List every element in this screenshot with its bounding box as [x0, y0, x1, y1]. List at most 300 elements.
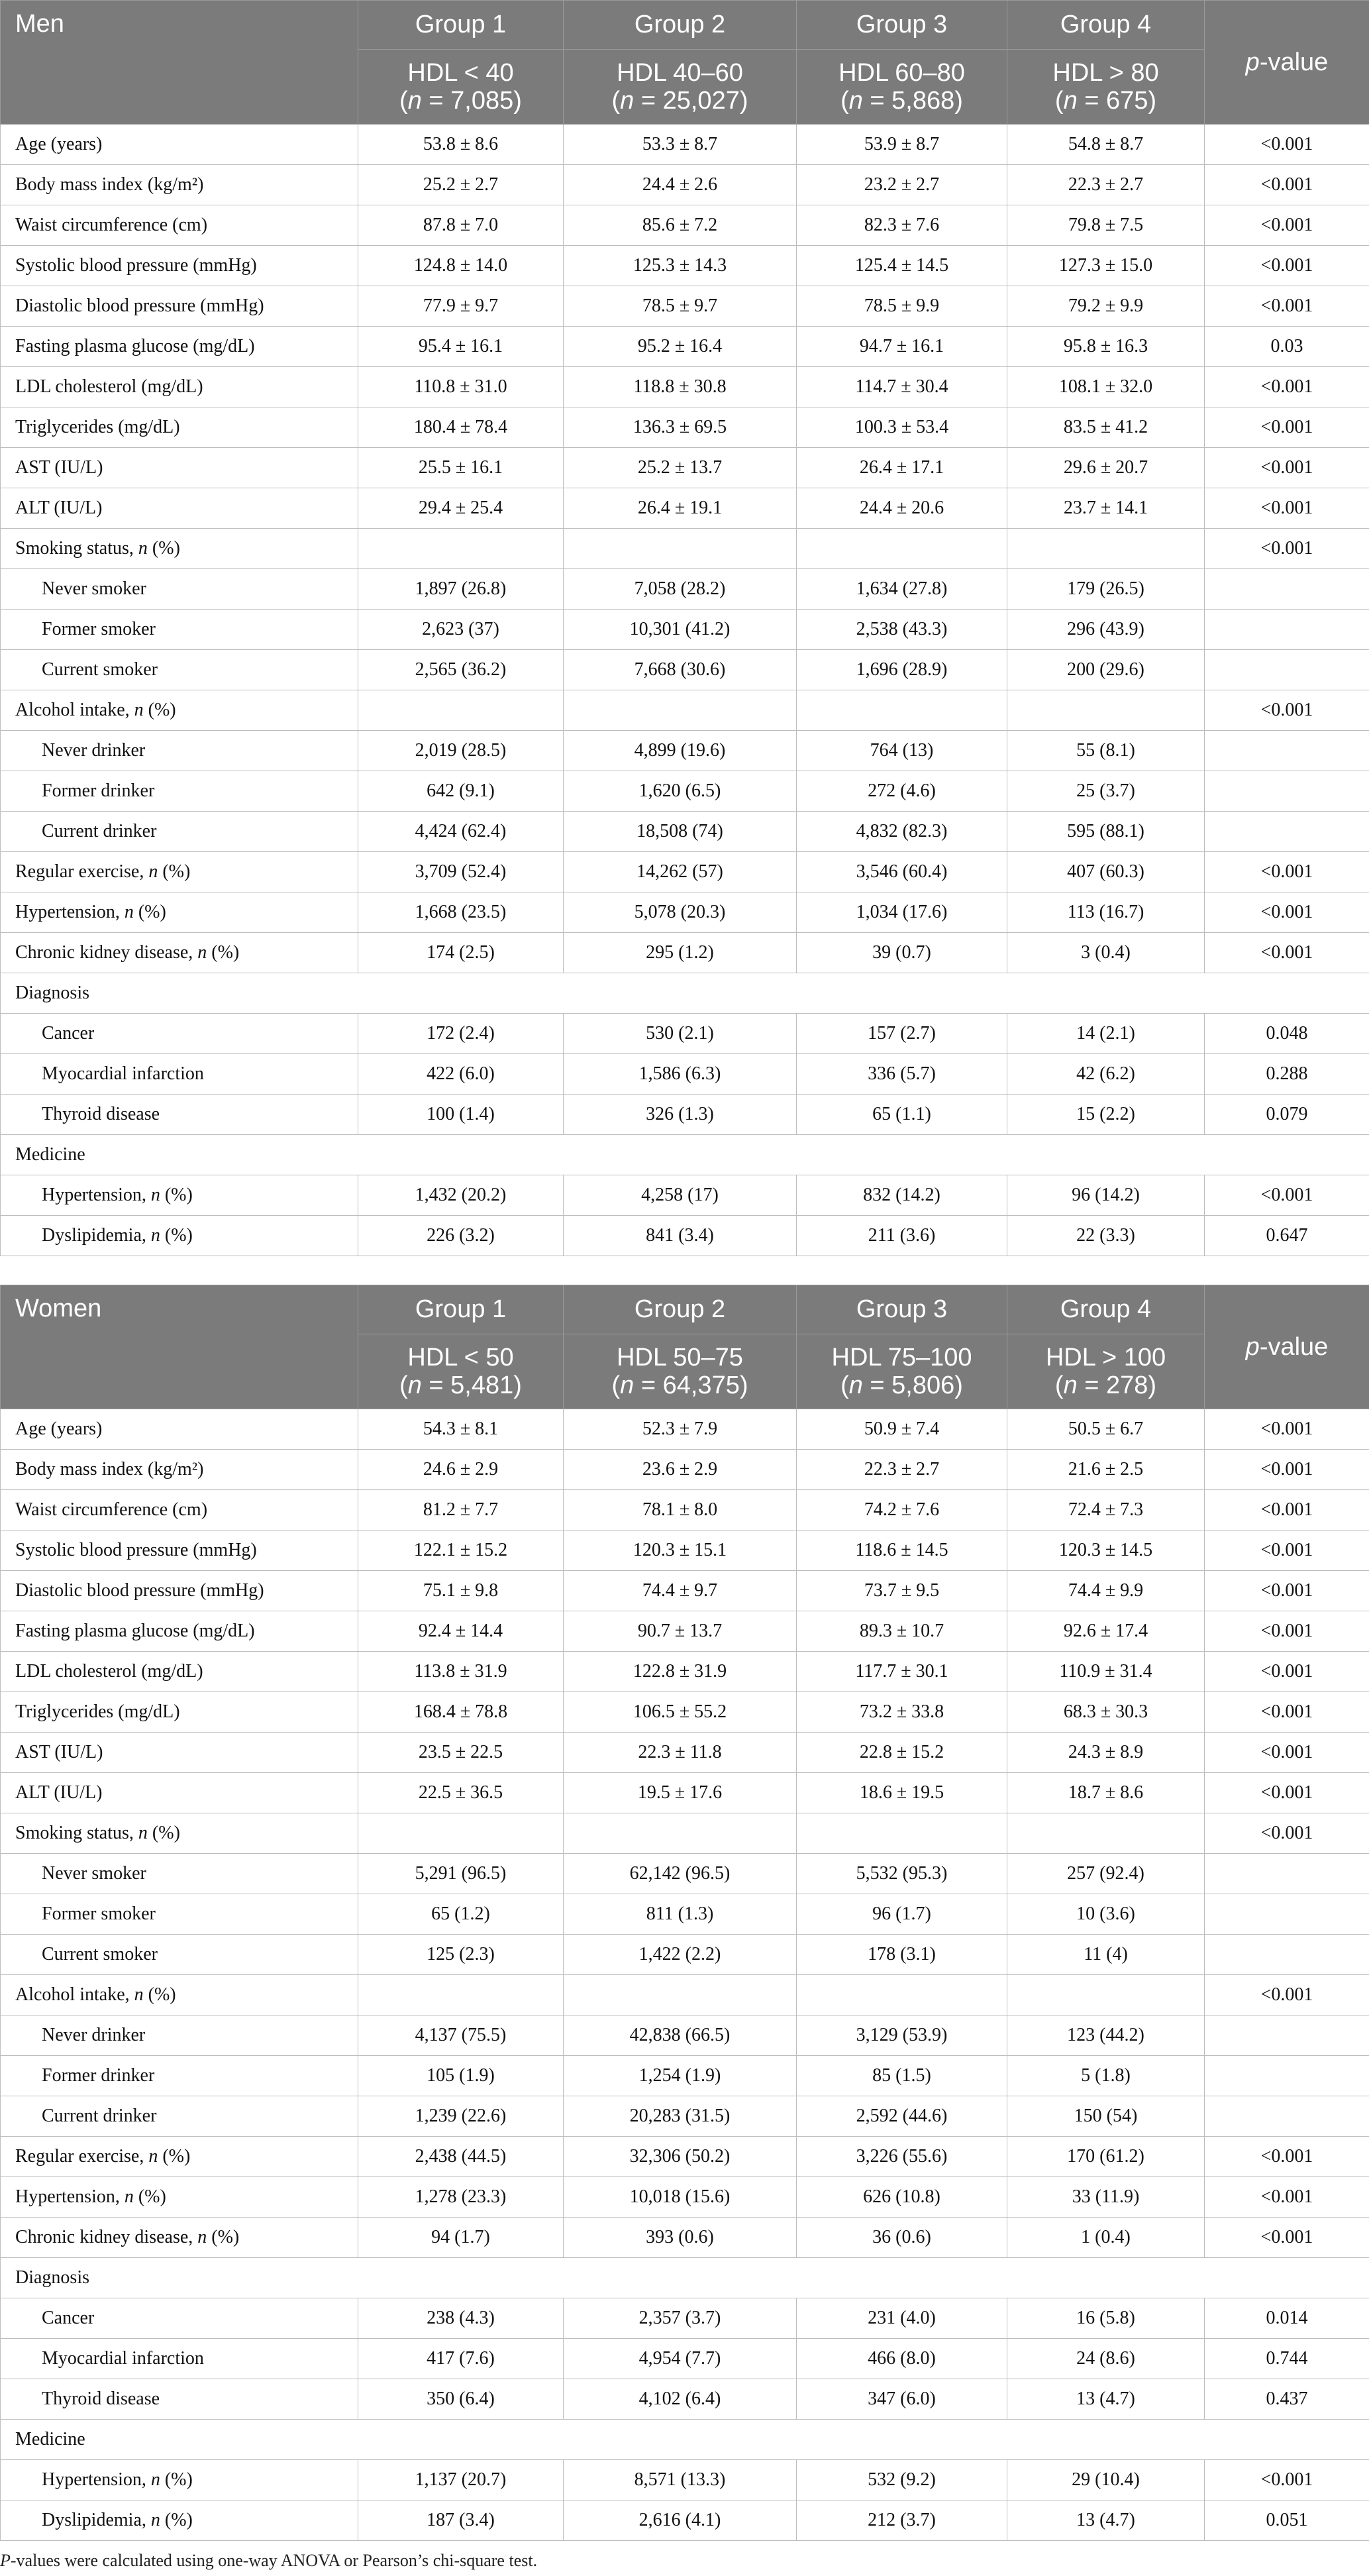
value-cell: 105 (1.9) — [358, 2056, 564, 2096]
header-row — [1, 1, 1369, 50]
value-cell: 178 (3.1) — [797, 1935, 1007, 1975]
table-row — [1, 2339, 1369, 2379]
group-range-heading — [797, 50, 1007, 125]
row-label — [1, 2137, 358, 2177]
value-cell: 157 (2.7) — [797, 1014, 1007, 1054]
pvalue-cell — [1205, 610, 1369, 650]
n-symbol: n — [407, 87, 422, 115]
row-label-text: Triglycerides (mg/dL) — [15, 417, 180, 437]
row-label-text: Chronic kidney disease, — [15, 2227, 198, 2247]
value-cell: 174 (2.5) — [358, 933, 564, 973]
value-cell: 24.3 ± 8.9 — [1007, 1733, 1205, 1773]
group-n: 675 — [1106, 87, 1148, 115]
value-cell: 23.6 ± 2.9 — [564, 1450, 797, 1490]
table-row — [1, 2137, 1369, 2177]
value-cell: 90.7 ± 13.7 — [564, 1611, 797, 1652]
value-cell: 212 (3.7) — [797, 2500, 1007, 2541]
row-label — [1, 1692, 358, 1733]
value-cell: 120.3 ± 15.1 — [564, 1530, 797, 1571]
row-label — [1, 1935, 358, 1975]
value-cell: 95.2 ± 16.4 — [564, 327, 797, 367]
value-cell: 7,668 (30.6) — [564, 650, 797, 690]
table-row — [1, 731, 1369, 771]
row-label-text: LDL cholesterol (mg/dL) — [15, 1661, 203, 1682]
row-label-n: n — [197, 2227, 207, 2247]
value-cell: 85 (1.5) — [797, 2056, 1007, 2096]
pvalue-cell: <0.001 — [1205, 246, 1369, 286]
value-cell: 79.8 ± 7.5 — [1007, 205, 1205, 246]
pvalue-cell — [1205, 2096, 1369, 2137]
group-heading — [564, 1285, 797, 1334]
row-label — [1, 165, 358, 205]
value-cell: 78.5 ± 9.7 — [564, 286, 797, 327]
value-cell: 8,571 (13.3) — [564, 2460, 797, 2500]
paren-open: ( — [399, 1371, 408, 1399]
row-label-n: n — [150, 2469, 160, 2490]
table-row — [1, 569, 1369, 610]
value-cell: 1,239 (22.6) — [358, 2096, 564, 2137]
pvalue-cell — [1205, 569, 1369, 610]
value-cell: 5,532 (95.3) — [797, 1854, 1007, 1894]
hdl-range: HDL 75–100 — [831, 1344, 972, 1371]
row-label — [1, 1571, 358, 1611]
row-label-text: Smoking status, — [15, 538, 138, 559]
value-cell: 1,696 (28.9) — [797, 650, 1007, 690]
value-cell: 4,424 (62.4) — [358, 812, 564, 852]
row-label — [1, 327, 358, 367]
value-cell: 347 (6.0) — [797, 2379, 1007, 2420]
value-cell — [358, 529, 564, 569]
value-cell — [564, 529, 797, 569]
value-cell: 78.5 ± 9.9 — [797, 286, 1007, 327]
pvalue-cell: <0.001 — [1205, 2177, 1369, 2218]
n-symbol: n — [1063, 1371, 1078, 1399]
row-label-text: Former smoker — [42, 619, 156, 639]
value-cell: 295 (1.2) — [564, 933, 797, 973]
value-cell: 32,306 (50.2) — [564, 2137, 797, 2177]
table-row — [1, 1409, 1369, 1450]
pvalue-cell: <0.001 — [1205, 2218, 1369, 2258]
table-footnote — [0, 2551, 537, 2571]
value-cell: 123 (44.2) — [1007, 2015, 1205, 2056]
row-label-text: Triglycerides (mg/dL) — [15, 1701, 180, 1722]
value-cell: 54.8 ± 8.7 — [1007, 125, 1205, 165]
row-label-suffix: (%) — [147, 538, 180, 559]
header-row — [1, 1285, 1369, 1334]
value-cell: 22.5 ± 36.5 — [358, 1773, 564, 1813]
group-heading — [564, 1, 797, 50]
table-row — [1, 1894, 1369, 1935]
paren-close: ) — [739, 87, 748, 115]
value-cell: 24.4 ± 20.6 — [797, 488, 1007, 529]
row-label-n: n — [150, 2510, 160, 2530]
value-cell: 20,283 (31.5) — [564, 2096, 797, 2137]
value-cell: 18,508 (74) — [564, 812, 797, 852]
hdl-range: HDL 40–60 — [617, 59, 743, 87]
section-row — [1, 973, 1369, 1014]
row-label-n: n — [150, 1185, 160, 1205]
n-symbol: n — [620, 87, 634, 115]
value-cell: 13 (4.7) — [1007, 2379, 1205, 2420]
value-cell: 811 (1.3) — [564, 1894, 797, 1935]
value-cell — [1007, 1813, 1205, 1854]
row-label-n: n — [134, 700, 144, 720]
pvalue-cell — [1205, 1854, 1369, 1894]
row-label — [1, 2500, 358, 2541]
value-cell — [564, 1975, 797, 2015]
table-row — [1, 286, 1369, 327]
value-cell: 62,142 (96.5) — [564, 1854, 797, 1894]
value-cell: 136.3 ± 69.5 — [564, 407, 797, 448]
value-cell: 92.4 ± 14.4 — [358, 1611, 564, 1652]
table-row — [1, 1773, 1369, 1813]
row-label — [1, 731, 358, 771]
value-cell: 16 (5.8) — [1007, 2298, 1205, 2339]
row-label-n: n — [197, 942, 207, 963]
row-label-n: n — [134, 1984, 144, 2005]
group-heading — [1007, 1285, 1205, 1334]
paren-close: ) — [513, 87, 522, 115]
row-label-text: Thyroid disease — [42, 2388, 160, 2409]
table-row — [1, 1975, 1369, 2015]
row-label — [1, 205, 358, 246]
value-cell: 23.5 ± 22.5 — [358, 1733, 564, 1773]
value-cell: 95.8 ± 16.3 — [1007, 327, 1205, 367]
value-cell: 1,034 (17.6) — [797, 892, 1007, 933]
table-row — [1, 327, 1369, 367]
value-cell: 7,058 (28.2) — [564, 569, 797, 610]
row-label-text: Alcohol intake, — [15, 700, 134, 720]
value-cell: 1,586 (6.3) — [564, 1054, 797, 1095]
table-row — [1, 2218, 1369, 2258]
section-label — [1, 2258, 1369, 2298]
row-label-text: Diastolic blood pressure (mmHg) — [15, 295, 264, 316]
pvalue-cell: <0.001 — [1205, 852, 1369, 892]
pvalue-cell: <0.001 — [1205, 205, 1369, 246]
table-row — [1, 812, 1369, 852]
value-cell: 23.2 ± 2.7 — [797, 165, 1007, 205]
equals-sign: = — [421, 1371, 451, 1399]
value-cell: 125 (2.3) — [358, 1935, 564, 1975]
pvalue-cell: 0.014 — [1205, 2298, 1369, 2339]
row-label-suffix: (%) — [160, 2469, 193, 2490]
group-name: Group 4 — [1060, 1295, 1152, 1323]
row-label — [1, 650, 358, 690]
value-cell: 296 (43.9) — [1007, 610, 1205, 650]
n-symbol: n — [1063, 87, 1078, 115]
value-cell: 29.4 ± 25.4 — [358, 488, 564, 529]
pvalue-cell: 0.437 — [1205, 2379, 1369, 2420]
row-label-suffix: (%) — [143, 700, 176, 720]
table-row — [1, 933, 1369, 973]
sex-heading — [1, 1, 358, 125]
pvalue-cell: 0.03 — [1205, 327, 1369, 367]
value-cell — [797, 690, 1007, 731]
value-cell: 125.3 ± 14.3 — [564, 246, 797, 286]
pvalue-cell: <0.001 — [1205, 690, 1369, 731]
table-row — [1, 771, 1369, 812]
value-cell: 231 (4.0) — [797, 2298, 1007, 2339]
value-cell: 22.3 ± 2.7 — [797, 1450, 1007, 1490]
value-cell: 3,129 (53.9) — [797, 2015, 1007, 2056]
value-cell: 22.8 ± 15.2 — [797, 1733, 1007, 1773]
row-label-n: n — [148, 2146, 158, 2167]
table-row — [1, 1692, 1369, 1733]
value-cell: 113 (16.7) — [1007, 892, 1205, 933]
value-cell: 74.4 ± 9.9 — [1007, 1571, 1205, 1611]
value-cell: 68.3 ± 30.3 — [1007, 1692, 1205, 1733]
value-cell: 124.8 ± 14.0 — [358, 246, 564, 286]
value-cell: 81.2 ± 7.7 — [358, 1490, 564, 1530]
pvalue-cell: 0.647 — [1205, 1216, 1369, 1256]
row-label-text: Former drinker — [42, 780, 155, 801]
table-row — [1, 1611, 1369, 1652]
group-range-heading — [564, 50, 797, 125]
value-cell: 272 (4.6) — [797, 771, 1007, 812]
value-cell: 94.7 ± 16.1 — [797, 327, 1007, 367]
row-label — [1, 1773, 358, 1813]
group-n: 7,085 — [450, 87, 514, 115]
row-label — [1, 2056, 358, 2096]
women-table — [0, 1285, 1369, 2541]
table-row — [1, 1652, 1369, 1692]
value-cell: 29.6 ± 20.7 — [1007, 448, 1205, 488]
pvalue-cell: <0.001 — [1205, 1652, 1369, 1692]
table-row — [1, 2056, 1369, 2096]
pvalue-rest: -value — [1259, 48, 1329, 76]
row-label-text: Waist circumference (cm) — [15, 1499, 208, 1520]
footnote-p: P — [0, 2551, 11, 2570]
pvalue-cell: <0.001 — [1205, 892, 1369, 933]
row-label-text: ALT (IU/L) — [15, 498, 103, 518]
row-label — [1, 1014, 358, 1054]
paren-close: ) — [1148, 1371, 1157, 1399]
row-label-text: Hypertension, — [15, 902, 125, 922]
pvalue-cell: <0.001 — [1205, 367, 1369, 407]
sex-label: Women — [15, 1295, 102, 1322]
value-cell: 94 (1.7) — [358, 2218, 564, 2258]
pvalue-cell: <0.001 — [1205, 1409, 1369, 1450]
value-cell: 74.2 ± 7.6 — [797, 1490, 1007, 1530]
pvalue-cell — [1205, 2056, 1369, 2096]
equals-sign: = — [634, 1371, 663, 1399]
value-cell — [797, 1975, 1007, 2015]
row-label-text: Hypertension, — [42, 1185, 151, 1205]
value-cell: 187 (3.4) — [358, 2500, 564, 2541]
pvalue-cell: <0.001 — [1205, 529, 1369, 569]
row-label-text: Smoking status, — [15, 1823, 138, 1843]
row-label — [1, 852, 358, 892]
row-label-text: Hypertension, — [42, 2469, 151, 2490]
pvalue-heading — [1205, 1285, 1369, 1409]
row-label-text: Age (years) — [15, 1419, 103, 1439]
row-label-suffix: (%) — [158, 861, 191, 882]
row-label-text: Hypertension, — [15, 2186, 125, 2207]
section-title: Diagnosis — [15, 983, 89, 1003]
value-cell: 832 (14.2) — [797, 1175, 1007, 1216]
value-cell: 33 (11.9) — [1007, 2177, 1205, 2218]
row-label — [1, 1095, 358, 1135]
row-label — [1, 2177, 358, 2218]
group-heading — [797, 1, 1007, 50]
table-row — [1, 1530, 1369, 1571]
hdl-range: HDL > 80 — [1052, 59, 1159, 87]
hdl-range: HDL < 50 — [407, 1344, 514, 1371]
row-label-n: n — [138, 538, 148, 559]
pvalue-p: p — [1245, 48, 1260, 76]
row-label — [1, 125, 358, 165]
group-name: Group 1 — [415, 1295, 507, 1323]
paren-close: ) — [513, 1371, 522, 1399]
table-row — [1, 892, 1369, 933]
n-symbol: n — [848, 87, 863, 115]
value-cell: 4,899 (19.6) — [564, 731, 797, 771]
table-row — [1, 2298, 1369, 2339]
value-cell: 78.1 ± 8.0 — [564, 1490, 797, 1530]
table-row — [1, 1854, 1369, 1894]
row-label-n: n — [148, 861, 158, 882]
row-label-text: Dyslipidemia, — [42, 1225, 151, 1246]
table-row — [1, 246, 1369, 286]
paren-open: ( — [399, 87, 408, 115]
row-label — [1, 407, 358, 448]
value-cell: 170 (61.2) — [1007, 2137, 1205, 2177]
row-label — [1, 1054, 358, 1095]
table-row — [1, 690, 1369, 731]
equals-sign: = — [1077, 1371, 1107, 1399]
value-cell: 1,254 (1.9) — [564, 2056, 797, 2096]
row-label-suffix: (%) — [207, 942, 240, 963]
value-cell: 118.6 ± 14.5 — [797, 1530, 1007, 1571]
value-cell: 14,262 (57) — [564, 852, 797, 892]
value-cell: 95.4 ± 16.1 — [358, 327, 564, 367]
value-cell: 72.4 ± 7.3 — [1007, 1490, 1205, 1530]
table-row — [1, 205, 1369, 246]
value-cell: 42,838 (66.5) — [564, 2015, 797, 2056]
section-title: Diagnosis — [15, 2267, 89, 2288]
row-label — [1, 448, 358, 488]
value-cell: 10 (3.6) — [1007, 1894, 1205, 1935]
table-row — [1, 852, 1369, 892]
pvalue-cell — [1205, 1935, 1369, 1975]
row-label-text: Myocardial infarction — [42, 2348, 204, 2369]
group-heading — [797, 1285, 1007, 1334]
value-cell: 50.9 ± 7.4 — [797, 1409, 1007, 1450]
row-label-text: Dyslipidemia, — [42, 2510, 151, 2530]
value-cell: 24.4 ± 2.6 — [564, 165, 797, 205]
section-title: Medicine — [15, 1144, 85, 1165]
value-cell: 180.4 ± 78.4 — [358, 407, 564, 448]
value-cell — [797, 1813, 1007, 1854]
n-symbol: n — [848, 1371, 863, 1399]
table-row — [1, 2177, 1369, 2218]
equals-sign: = — [862, 1371, 892, 1399]
row-label-text: Chronic kidney disease, — [15, 942, 198, 963]
row-label — [1, 2218, 358, 2258]
value-cell: 25.2 ± 13.7 — [564, 448, 797, 488]
row-label — [1, 812, 358, 852]
value-cell — [564, 690, 797, 731]
section-row — [1, 1135, 1369, 1175]
value-cell: 5,291 (96.5) — [358, 1854, 564, 1894]
group-n: 64,375 — [662, 1371, 740, 1399]
value-cell: 53.3 ± 8.7 — [564, 125, 797, 165]
table-row — [1, 1490, 1369, 1530]
table-row — [1, 367, 1369, 407]
value-cell: 25 (3.7) — [1007, 771, 1205, 812]
value-cell: 53.9 ± 8.7 — [797, 125, 1007, 165]
row-label-suffix: (%) — [160, 1185, 193, 1205]
value-cell: 764 (13) — [797, 731, 1007, 771]
value-cell: 1,668 (23.5) — [358, 892, 564, 933]
group-n: 5,868 — [891, 87, 955, 115]
value-cell: 841 (3.4) — [564, 1216, 797, 1256]
row-label — [1, 2379, 358, 2420]
pvalue-rest: -value — [1259, 1332, 1329, 1361]
pvalue-cell: 0.288 — [1205, 1054, 1369, 1095]
row-label — [1, 286, 358, 327]
row-label — [1, 1409, 358, 1450]
table-row — [1, 2015, 1369, 2056]
pvalue-cell: <0.001 — [1205, 125, 1369, 165]
row-label — [1, 1854, 358, 1894]
value-cell: 5 (1.8) — [1007, 2056, 1205, 2096]
value-cell: 110.9 ± 31.4 — [1007, 1652, 1205, 1692]
value-cell: 172 (2.4) — [358, 1014, 564, 1054]
footnote-text: -values were calculated using one-way ANOVA or Pearson’s chi-square test. — [10, 2551, 538, 2570]
row-label-n: n — [150, 1225, 160, 1246]
value-cell: 179 (26.5) — [1007, 569, 1205, 610]
row-label-text: Never drinker — [42, 740, 146, 761]
value-cell: 92.6 ± 17.4 — [1007, 1611, 1205, 1652]
row-label-suffix: (%) — [143, 1984, 176, 2005]
value-cell: 118.8 ± 30.8 — [564, 367, 797, 407]
value-cell: 1,897 (26.8) — [358, 569, 564, 610]
value-cell: 22.3 ± 11.8 — [564, 1733, 797, 1773]
value-cell: 2,623 (37) — [358, 610, 564, 650]
value-cell: 422 (6.0) — [358, 1054, 564, 1095]
group-range-heading — [797, 1334, 1007, 1409]
value-cell: 125.4 ± 14.5 — [797, 246, 1007, 286]
value-cell: 22.3 ± 2.7 — [1007, 165, 1205, 205]
value-cell: 42 (6.2) — [1007, 1054, 1205, 1095]
value-cell: 466 (8.0) — [797, 2339, 1007, 2379]
hdl-range: HDL < 40 — [407, 59, 514, 87]
value-cell: 85.6 ± 7.2 — [564, 205, 797, 246]
pvalue-heading — [1205, 1, 1369, 125]
paren-close: ) — [954, 87, 963, 115]
value-cell: 108.1 ± 32.0 — [1007, 367, 1205, 407]
row-label — [1, 1611, 358, 1652]
value-cell: 200 (29.6) — [1007, 650, 1205, 690]
value-cell: 26.4 ± 19.1 — [564, 488, 797, 529]
value-cell: 65 (1.2) — [358, 1894, 564, 1935]
group-name: Group 3 — [856, 11, 948, 38]
row-label-text: Current smoker — [42, 659, 158, 680]
row-label-n: n — [124, 2186, 134, 2207]
value-cell: 73.7 ± 9.5 — [797, 1571, 1007, 1611]
group-range-heading — [1007, 1334, 1205, 1409]
value-cell: 26.4 ± 17.1 — [797, 448, 1007, 488]
value-cell: 87.8 ± 7.0 — [358, 205, 564, 246]
row-label-text: Fasting plasma glucose (mg/dL) — [15, 336, 255, 356]
value-cell: 10,018 (15.6) — [564, 2177, 797, 2218]
paren-close: ) — [1148, 87, 1157, 115]
row-label-text: Body mass index (kg/m²) — [15, 174, 204, 195]
value-cell — [358, 1813, 564, 1854]
row-label-text: Current smoker — [42, 1944, 158, 1964]
pvalue-cell: <0.001 — [1205, 286, 1369, 327]
